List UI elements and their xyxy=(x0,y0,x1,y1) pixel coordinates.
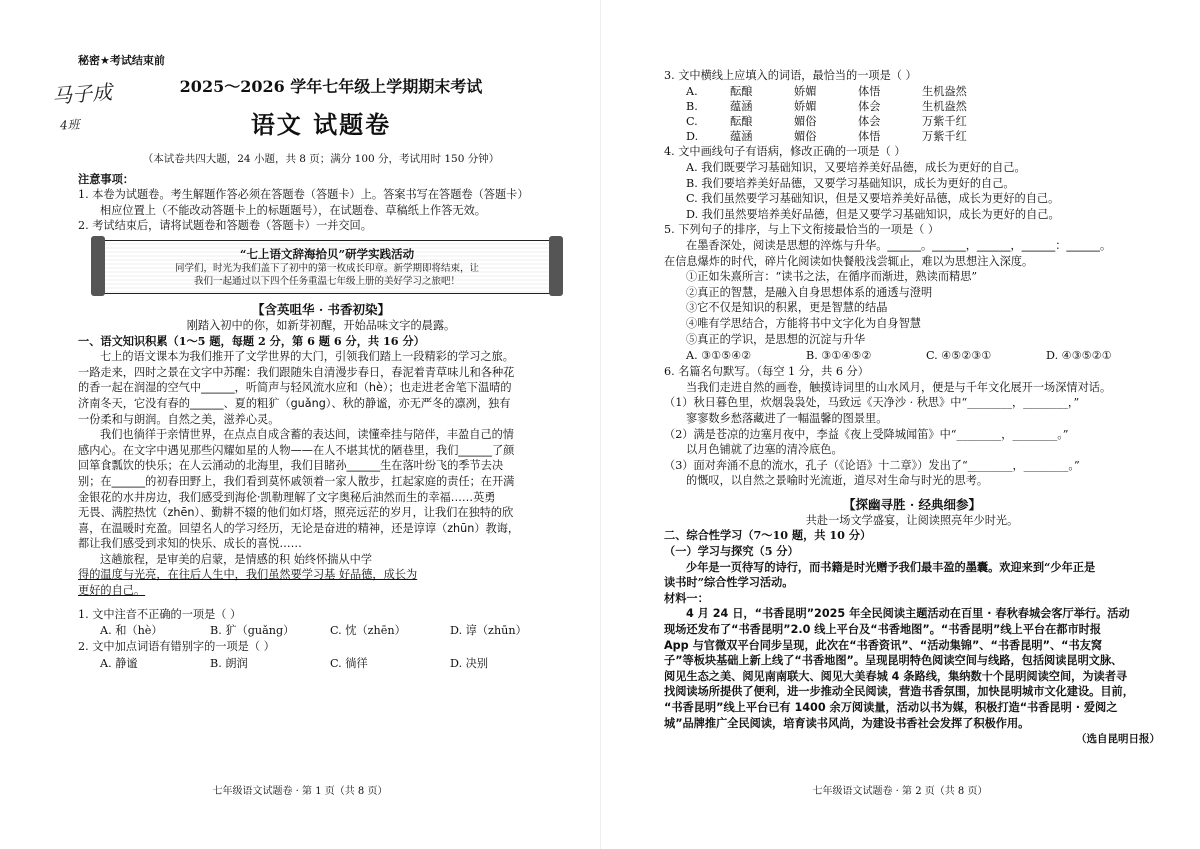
part-title: 二、综合性学习（7～10 题，共 10 分） xyxy=(664,528,872,543)
q5-sentence: ①正如朱熹所言：“读书之法，在循序而渐进，熟读而精思” xyxy=(686,270,978,284)
option-word: 媚俗 xyxy=(794,115,817,128)
q5-sentence: ②真正的智慧，是融入自身思想体系的通透与澄明 xyxy=(686,285,933,299)
option: D. 我们虽然要培养美好品德，但是又要学习基础知识，成长为更好的自己。 xyxy=(686,207,1060,221)
handwritten-class: 4班 xyxy=(59,117,81,133)
question-4: 4. 文中画线句子有语病，修改正确的一项是（ ） xyxy=(664,145,906,159)
material-line: 子”等板块基础上新上线了“书香地图”。呈现昆明特色阅读空间与线路，包括阅读昆明文脉、 xyxy=(664,654,1123,668)
option: A. ③①⑤④② xyxy=(686,349,752,363)
option-word: 体悟 xyxy=(858,84,881,98)
passage-line: 感内心。在文字中遇见那些闪耀如星的人物——在人不堪其忧的陋巷里，我们______了颜 xyxy=(78,443,515,457)
passage-line: 一路走来，四时之景在文字中苏醒：我们跟随朱自清漫步春日，春泥着青草味儿和各种花 xyxy=(78,365,515,379)
question-1-options xyxy=(78,622,564,639)
option-word: 蕴涵 xyxy=(730,99,753,113)
intro-line: 少年是一页待写的诗行，而书籍是时光赠予我们最丰盈的墨囊。欢迎来到“少年正是 xyxy=(686,559,1096,574)
part-title: 一、语文知识积累（1～5 题，每题 2 分，第 6 题 6 分，共 16 分） xyxy=(78,333,425,348)
material-line: 城”品牌推广全民阅读，培育读书风尚，为建设书香社会发挥了积极作用。 xyxy=(664,716,1030,730)
activity-banner xyxy=(100,240,554,294)
passage-line-underlined: 更好的自己。 xyxy=(78,584,146,598)
passage-line: 一份柔和与朗润。自然之美，滋养心灵。 xyxy=(78,412,280,426)
q6-line: 当我们走进自然的画卷，触摸诗词里的山水风月，便是与千年文化展开一场深情对话。 xyxy=(686,380,1112,394)
option-word: 娇媚 xyxy=(794,84,817,98)
option-word: 生机盎然 xyxy=(922,99,967,113)
option-letter: B. xyxy=(686,99,698,113)
passage-line: 都让我们感受到求知的快乐、成长的喜悦…… xyxy=(78,537,302,551)
option-word: 体会 xyxy=(858,99,881,113)
passage-line-underlined: 得的温度与光亮，在往后人生中，我们虽然要学习基 好品德，成长为 xyxy=(78,568,418,582)
question-5-options xyxy=(664,347,1160,364)
option-letter: D. xyxy=(686,130,699,144)
material-line: “书香昆明”线上平台已有 1400 余万阅读量，活动以书为媒，积极打造“书香昆明 · 爱阅之 xyxy=(664,701,1118,714)
page-footer: 七年级语文试题卷 · 第 1 页（共 8 页） xyxy=(212,786,388,797)
question-2-options xyxy=(78,655,564,672)
note-line: 相应位置上（不能改动答题卡上的标题题号），在试题卷、草稿纸上作答无效。 xyxy=(100,203,486,217)
option: C. ④⑤②③① xyxy=(926,349,992,363)
q6-line: （3）面对奔涌不息的流水，孔子（《论语》十二章》）发出了“________，________。” xyxy=(664,458,1080,472)
option-word: 体悟 xyxy=(858,130,881,144)
option: D. 决别 xyxy=(450,656,489,670)
note-line: 2. 考试结束后，请将试题卷和答题卷（答题卡）一并交回。 xyxy=(78,219,372,233)
question-6: 6. 名篇名句默写。（每空 1 分，共 6 分） xyxy=(664,365,869,379)
option-word: 蕴涵 xyxy=(730,130,753,144)
option: A. 我们既要学习基础知识，又要培养美好品德，成长为更好的自己。 xyxy=(686,161,1026,174)
question-3-options xyxy=(664,84,1160,145)
q5-line: 在信息爆炸的时代，碎片化阅读如快餐般浅尝辄止，难以为思想注入深度。 xyxy=(664,254,1034,268)
question-3: 3. 文中横线上应填入的词语，最恰当的一项是（ ） xyxy=(664,69,917,82)
option-word: 媚俗 xyxy=(794,130,817,144)
passage-line: 喜，在温暖时充盈。回望名人的学习经历，无论是奋进的精神，还是谆谆（zhūn）教诲， xyxy=(78,521,520,535)
option: B. 犷（guǎng） xyxy=(210,624,295,638)
option-word: 万紫千红 xyxy=(922,130,967,144)
passage xyxy=(78,349,564,599)
question-2: 2. 文中加点词语有错别字的一项是（ ） xyxy=(78,640,275,654)
option-word: 生机盎然 xyxy=(922,84,967,98)
option-row xyxy=(686,99,1160,114)
section-subtitle: 共赴一场文学盛宴，让阅读照亮年少时光。 xyxy=(805,513,1019,527)
passage-line: 回箪食瓢饮的快乐；在人云涌动的北海里，我们目睹孙______生在落叶纷飞的季节去决 xyxy=(78,459,504,473)
option-row xyxy=(686,114,1160,129)
exam-title: 2025～2026 学年七年级上学期期末考试 xyxy=(179,77,483,96)
right-page xyxy=(600,0,1200,849)
section-heading: 【含英咀华 · 书香初染】 xyxy=(251,301,391,317)
option: C. 我们虽然要学习基础知识，但是又要培养美好品德，成长为更好的自己。 xyxy=(686,192,1060,206)
option: C. 忱（zhēn） xyxy=(330,624,406,638)
material-line: App 与官微双平台同步呈现，此次在“书香资讯”、“活动集锦”、“书香昆明”、“书友窝 xyxy=(664,638,1103,652)
material-line: 阅见生态之美、阅见南南联大、阅见大美春城 4 条路线，集纳数十个昆明阅读空间，为读者寻 xyxy=(664,669,1128,683)
option: A. 和（hè） xyxy=(100,624,163,638)
option-letter: A. xyxy=(686,84,698,98)
notes-title: 注意事项： xyxy=(78,171,134,186)
passage-line: 七上的语文课本为我们推开了文学世界的大门，引领我们踏上一段精彩的学习之旅。 xyxy=(100,350,514,364)
material-line: 找阅读场所提供了便利，进一步推动全民阅读，营造书香氛围，加快昆明城市文化建设。目前， xyxy=(664,685,1134,699)
q5-sentence: ⑤真正的学识，是思想的沉淀与升华 xyxy=(686,332,866,346)
passage-line: 别；在______的初春田野上，我们看到莫怀戚领着一家人散步，扛起家庭的责任；在开满 xyxy=(78,474,515,488)
banner-body: 我们一起通过以下四个任务重温七年级上册的美好学习之旅吧！ xyxy=(193,275,460,287)
option: D. ④③⑤②① xyxy=(1046,349,1112,363)
q5-sentence: ④唯有学思结合，方能将书中文字化为自身智慧 xyxy=(686,316,921,330)
option: B. ③①④⑤② xyxy=(806,349,872,363)
banner-title: “七上语文辞海拾贝”研学实践活动 xyxy=(239,246,415,261)
source-label: （选自昆明日报） xyxy=(1076,733,1160,746)
intro-line: 读书时”综合性学习活动。 xyxy=(664,575,794,590)
q6-line: 寥寥数乡愁落藏进了一幅温馨的图景里。 xyxy=(686,411,888,425)
question-5: 5. 下列句子的排序，与上下文衔接最恰当的一项是（ ） xyxy=(664,223,940,237)
option: C. 徜徉 xyxy=(330,656,368,670)
material-line: 现场还发布了“书香昆明”2.0 线上平台及“书香地图”。“书香昆明”线上平台在都市时报 xyxy=(664,623,1102,637)
sub-part-title: （一）学习与探究（5 分） xyxy=(664,544,799,559)
secret-label: 秘密★考试结束前 xyxy=(78,54,165,67)
subject-title: 语文 试题卷 xyxy=(250,110,392,139)
question-5-text xyxy=(664,238,1160,269)
passage-line: 这趟旅程，是审美的启蒙，是情感的积 始终怀揣从中学 xyxy=(100,552,373,566)
section-heading: 【探幽寻胜 · 经典细参】 xyxy=(842,496,982,512)
option: D. 谆（zhūn） xyxy=(450,624,527,638)
material-body xyxy=(664,606,1160,731)
handwritten-name: 马子成 xyxy=(51,79,113,109)
q5-line: 在墨香深处，阅读是思想的淬炼与升华。______。______，______，______：______。 xyxy=(686,238,1112,252)
option-word: 万紫千红 xyxy=(922,115,967,128)
option: A. 静谧 xyxy=(100,656,138,670)
passage-line: 的香一起在润湿的空气中______，听简声与轻风流水应和（hè）；也走进老舍笔下温晴的 xyxy=(78,381,512,395)
q6-line: 以月色铺就了边塞的清冷底色。 xyxy=(686,443,843,457)
q5-sentence: ③它不仅是知识的积累，更是智慧的结晶 xyxy=(686,301,888,315)
option-letter: C. xyxy=(686,115,698,128)
passage-line: 济南冬天，它没有春的______、夏的粗犷（guǎng）、秋的静谧，亦无严冬的凛冽，独有 xyxy=(78,396,511,410)
option-word: 体会 xyxy=(858,115,881,128)
option: B. 我们要培养美好品德，又要学习基础知识，成长为更好的自己。 xyxy=(686,176,1015,190)
passage-line: 无畏、满腔热忱（zhēn）、勤耕不辍的他们如灯塔，照亮远茫的岁月，让我们在独特的欣 xyxy=(78,506,514,520)
section-subtitle: 刚踏入初中的你，如新芽初醒，开始品味文字的晨露。 xyxy=(186,318,456,332)
option-row xyxy=(686,84,1160,99)
note-line: 1. 本卷为试题卷。考生解题作答必须在答题卷（答题卡）上。答案书写在答题卷（答题卡） xyxy=(78,188,529,202)
exam-info: （本试卷共四大题，24 小题，共 8 页；满分 100 分，考试用时 150 分钟） xyxy=(142,153,500,165)
q6-line: （1）秋日暮色里，炊烟袅袅处，马致远《天净沙 · 秋思》中“________，________，” xyxy=(664,396,1080,410)
material-line: 4 月 24 日，“书香昆明”2025 年全民阅读主题活动在百里 · 春秋春城会客厅举行。活动 xyxy=(686,607,1130,621)
option-word: 酝酿 xyxy=(730,115,753,128)
q6-line: 的慨叹，以自然之景喻时光流逝，道尽对生命与时光的思考。 xyxy=(686,474,989,488)
option: B. 朗润 xyxy=(210,656,248,670)
option-row xyxy=(686,129,1160,144)
banner-body: 同学们，时光为我们盖下了初中的第一枚成长印章。新学期即将结束，让 xyxy=(174,262,479,274)
option-word: 酝酿 xyxy=(730,84,753,98)
q6-line: （2）满是苍凉的边塞月夜中，李益《夜上受降城闻笛》中“________，________。” xyxy=(664,427,1069,441)
passage-line: 金银花的水井房边，我们感受到海伦·凯勒理解了文字奥秘后油然而生的幸福……英勇 xyxy=(78,490,496,504)
option-word: 娇媚 xyxy=(794,99,817,113)
question-1: 1. 文中注音不正确的一项是（ ） xyxy=(78,607,242,621)
material-title: 材料一： xyxy=(664,590,709,605)
passage-line: 我们也徜徉于亲情世界，在点点自成含蓄的表达间，读懂牵挂与陪伴，丰盈自己的情 xyxy=(100,428,514,442)
page-footer: 七年级语文试题卷 · 第 2 页（共 8 页） xyxy=(812,786,988,797)
